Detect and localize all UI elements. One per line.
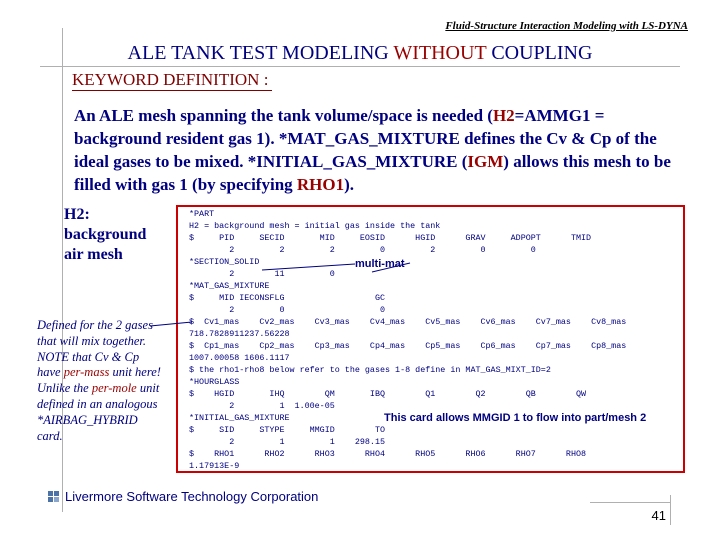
multi-mat-annotation: multi-mat: [355, 258, 405, 270]
mesh-label-line1: H2:: [64, 206, 90, 223]
title-part3: COUPLING: [486, 42, 593, 64]
footer: [48, 489, 318, 504]
code-line-7: $ MID IECONSFLG GC: [189, 293, 386, 303]
code-line-20: $ RHO1 RHO2 RHO3 RHO4 RHO5 RHO6 RHO7 RHO8: [189, 449, 587, 459]
side-text-3: unit defined in an analogous *AIRBAG_HYBRID card.: [37, 381, 160, 443]
company-name: Livermore Software Technology Corporation: [65, 489, 319, 504]
flow-annotation: This card allows MMGID 1 to flow into part/mesh 2: [384, 412, 647, 424]
title-part1: ALE TANK TEST MODELING: [127, 42, 394, 64]
code-line-16: 2 1 1.00e-05: [189, 401, 335, 411]
side-highlight-per-mass: per-mass: [63, 365, 110, 380]
code-line-3: 2 2 2 0 2 0 0: [189, 245, 536, 255]
page-number: 41: [651, 508, 666, 523]
code-line-13: $ the rho1-rho8 below refer to the gases 1-8 define in MAT_GAS_MIXT_ID=2: [189, 365, 551, 375]
mesh-label-line3: air mesh: [64, 246, 123, 263]
para-text-1: An ALE mesh spanning the tank volume/space is needed (: [74, 106, 493, 125]
multi-mat-arrow-left: [262, 264, 355, 270]
code-line-14: *HOURGLASS: [189, 377, 240, 387]
code-line-17: *INITIAL_GAS_MIXTURE: [189, 413, 290, 423]
code-line-8: 2 0 0: [189, 305, 386, 315]
code-line-0: *PART: [189, 209, 215, 219]
code-line-11: $ Cp1_mas Cp2_mas Cp3_mas Cp4_mas Cp5_mas Cp6_mas Cp7_mas Cp8_mas: [189, 341, 627, 351]
para-text-4: ).: [344, 175, 355, 194]
code-line-1: H2 = background mesh = initial gas inside the tank: [189, 221, 441, 231]
code-line-10: 718.7828911237.56228: [189, 329, 290, 339]
para-highlight-h2: H2: [492, 106, 515, 125]
code-line-4: *SECTION_SOLID: [189, 257, 260, 267]
page-number-rule: [590, 502, 670, 503]
para-text-3: ) allows this mesh to be filled with gas 1 (by specifying: [74, 152, 671, 194]
mesh-label-line2: background: [64, 226, 147, 243]
side-note-arrow: [150, 322, 192, 326]
lstc-logo-icon: [48, 491, 59, 502]
title-part2: WITHOUT: [393, 42, 487, 64]
side-text-1: Defined for the 2 gases that will mix together. NOTE that Cv & Cp have: [37, 318, 153, 380]
side-highlight-per-mole: per-mole: [91, 381, 137, 396]
header-text: Fluid-Structure Interaction Modeling with LS-DYNA: [445, 20, 688, 32]
code-line-18: $ SID STYPE MMGID TO: [189, 425, 386, 435]
code-line-15: $ HGID IHQ QM IBQ Q1 Q2 QB QW: [189, 389, 587, 399]
para-text-2: =AMMG1 = background resident gas 1). *MAT_GAS_MIXTURE defines the Cv & Cp of the ideal gases to be mixed. *INITIAL_GAS_MIXTURE (: [74, 106, 657, 171]
code-line-21: 1.17913E-9: [189, 461, 240, 471]
slide-subtitle: KEYWORD DEFINITION :: [72, 70, 272, 91]
para-highlight-igm: IGM: [467, 152, 504, 171]
code-line-6: *MAT_GAS_MIXTURE: [189, 281, 270, 291]
para-highlight-rho1: RHO1: [296, 175, 345, 194]
multi-mat-arrow-right: [372, 263, 410, 272]
code-line-9: $ Cv1_mas Cv2_mas Cv3_mas Cv4_mas Cv5_mas Cv6_mas Cv7_mas Cv8_mas: [189, 317, 627, 327]
code-line-19: 2 1 1 298.15: [189, 437, 386, 447]
page-number-divider: [670, 495, 671, 525]
code-line-2: $ PID SECID MID EOSID HGID GRAV ADPOPT TMID: [189, 233, 592, 243]
code-line-5: 2 11 0: [189, 269, 335, 279]
code-line-12: 1007.00058 1606.1117: [189, 353, 290, 363]
side-text-2: unit here! Unlike the: [37, 365, 161, 396]
